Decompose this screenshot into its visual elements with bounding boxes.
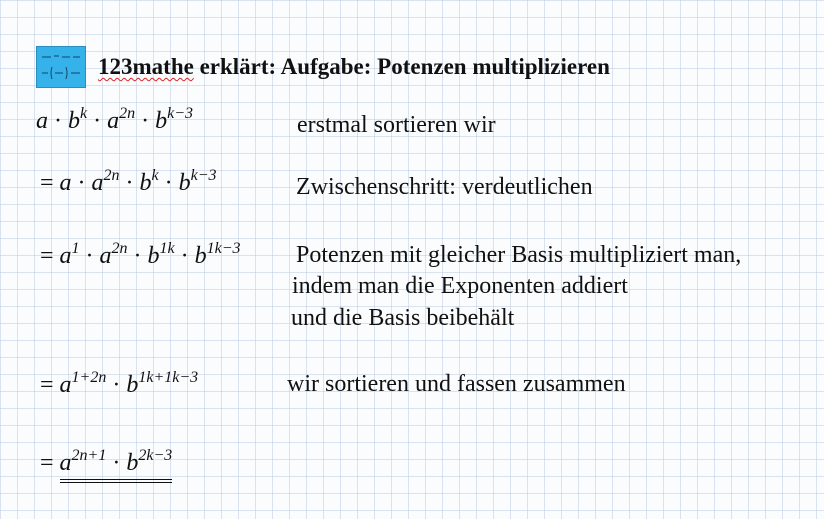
exponent: 1k+1k−3 bbox=[138, 369, 199, 386]
result-double-underline bbox=[59, 447, 173, 483]
exponent: 1k−3 bbox=[206, 240, 241, 257]
math-step-4 bbox=[40, 369, 199, 399]
dot-operator: · bbox=[85, 243, 94, 269]
var-b: b bbox=[126, 372, 139, 398]
explanation-step-2: Zwischenschritt: verdeutlichen bbox=[296, 174, 593, 200]
dot-operator: · bbox=[133, 243, 142, 269]
exponent: k bbox=[151, 167, 159, 184]
var-a: a bbox=[59, 243, 72, 269]
exponent: 2n+1 bbox=[71, 447, 107, 464]
var-a: a bbox=[36, 108, 48, 134]
var-b: b bbox=[155, 108, 168, 134]
page-title bbox=[98, 54, 610, 80]
equals-sign: = bbox=[40, 450, 54, 476]
math-result bbox=[40, 447, 173, 483]
explanation-step-1: erstmal sortieren wir bbox=[297, 112, 496, 138]
dot-operator: · bbox=[93, 108, 102, 134]
math-step-1 bbox=[36, 105, 194, 135]
exponent: 1k bbox=[159, 240, 175, 257]
var-a: a bbox=[91, 170, 104, 196]
math-step-3 bbox=[40, 240, 241, 270]
title-text: erklärt: Aufgabe: Potenzen multiplizieren bbox=[193, 54, 610, 79]
exponent: 1 bbox=[71, 240, 80, 257]
var-b: b bbox=[194, 243, 207, 269]
exponent: k−3 bbox=[190, 167, 217, 184]
var-b: b bbox=[178, 170, 191, 196]
var-b: b bbox=[68, 108, 80, 134]
exponent: k bbox=[80, 105, 88, 122]
exponent: k−3 bbox=[167, 105, 194, 122]
explanation-step-3-line-1: Potenzen mit gleicher Basis multipliziert man, bbox=[296, 242, 742, 268]
math-step-2 bbox=[40, 167, 217, 197]
dot-operator: · bbox=[164, 170, 173, 196]
formula-logo-icon bbox=[36, 46, 86, 88]
var-a: a bbox=[59, 450, 72, 476]
dot-operator: · bbox=[54, 108, 62, 134]
exponent: 2k−3 bbox=[138, 447, 173, 464]
exponent: 2n bbox=[103, 167, 120, 184]
dot-operator: · bbox=[125, 170, 134, 196]
explanation-step-3-line-2: indem man die Exponenten addiert bbox=[292, 273, 628, 299]
exponent: 2n bbox=[119, 105, 136, 122]
exponent: 2n bbox=[111, 240, 128, 257]
var-a: a bbox=[99, 243, 112, 269]
var-a: a bbox=[59, 372, 72, 398]
var-b: b bbox=[126, 450, 139, 476]
exponent: 1+2n bbox=[71, 369, 107, 386]
var-a: a bbox=[59, 170, 72, 196]
explanation-step-3-line-3: und die Basis beibehält bbox=[291, 305, 515, 331]
dot-operator: · bbox=[112, 450, 121, 476]
var-a: a bbox=[107, 108, 120, 134]
var-b: b bbox=[139, 170, 152, 196]
var-b: b bbox=[147, 243, 160, 269]
dot-operator: · bbox=[77, 170, 86, 196]
dot-operator: · bbox=[141, 108, 150, 134]
equals-sign: = bbox=[40, 243, 54, 269]
explanation-step-4: wir sortieren und fassen zusammen bbox=[287, 371, 626, 397]
dot-operator: · bbox=[180, 243, 189, 269]
equals-sign: = bbox=[40, 170, 54, 196]
brand-name: 123mathe bbox=[98, 54, 194, 79]
dot-operator: · bbox=[112, 372, 121, 398]
equals-sign: = bbox=[40, 372, 54, 398]
